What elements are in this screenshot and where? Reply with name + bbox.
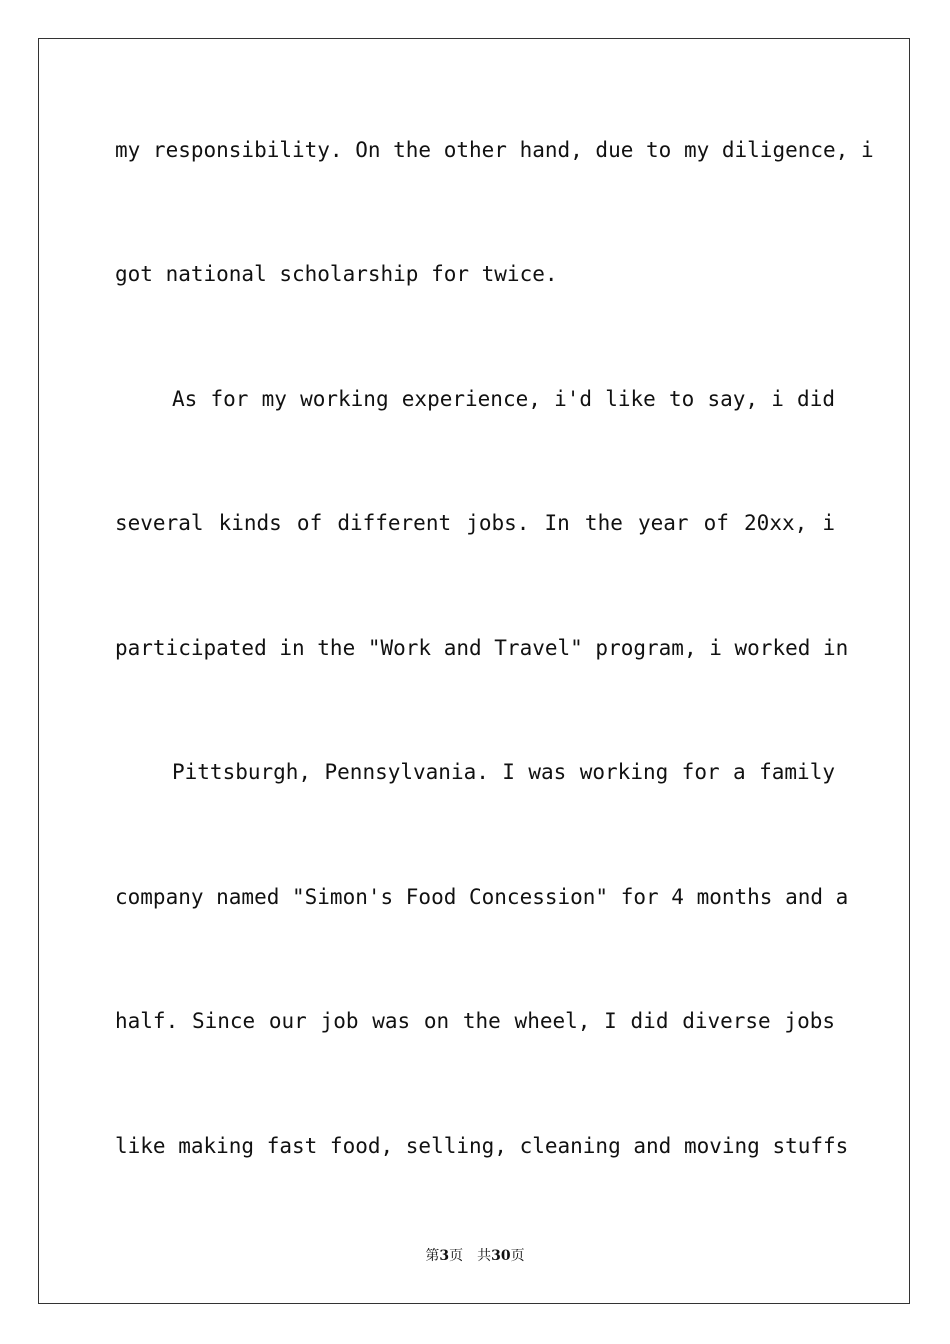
text-line-6: Pittsburgh, Pennsylvania. I was working for a family xyxy=(172,760,835,784)
total-prefix: 共 xyxy=(477,1248,492,1264)
page-suffix: 页 xyxy=(449,1248,464,1264)
page-number: 3 xyxy=(439,1248,450,1264)
text-line-7: company named "Simon's Food Concession" for 4 months and a xyxy=(115,885,849,909)
text-line-9: like making fast food, selling, cleaning and moving stuffs xyxy=(115,1134,849,1158)
text-line-5: participated in the "Work and Travel" program, i worked in xyxy=(115,636,849,660)
page-frame xyxy=(38,38,910,1304)
page-prefix: 第 xyxy=(425,1248,440,1264)
total-pages: 30 xyxy=(491,1248,511,1264)
page-footer xyxy=(0,1246,950,1266)
text-line-8: half. Since our job was on the wheel, I did diverse jobs xyxy=(115,1009,835,1033)
text-line-1: my responsibility. On the other hand, due to my diligence, i xyxy=(115,138,874,162)
total-suffix: 页 xyxy=(510,1248,525,1264)
text-line-3: As for my working experience, i'd like to say, i did xyxy=(172,387,835,411)
text-line-4: several kinds of different jobs. In the year of 20xx, i xyxy=(115,511,835,535)
text-line-2: got national scholarship for twice. xyxy=(115,262,558,286)
